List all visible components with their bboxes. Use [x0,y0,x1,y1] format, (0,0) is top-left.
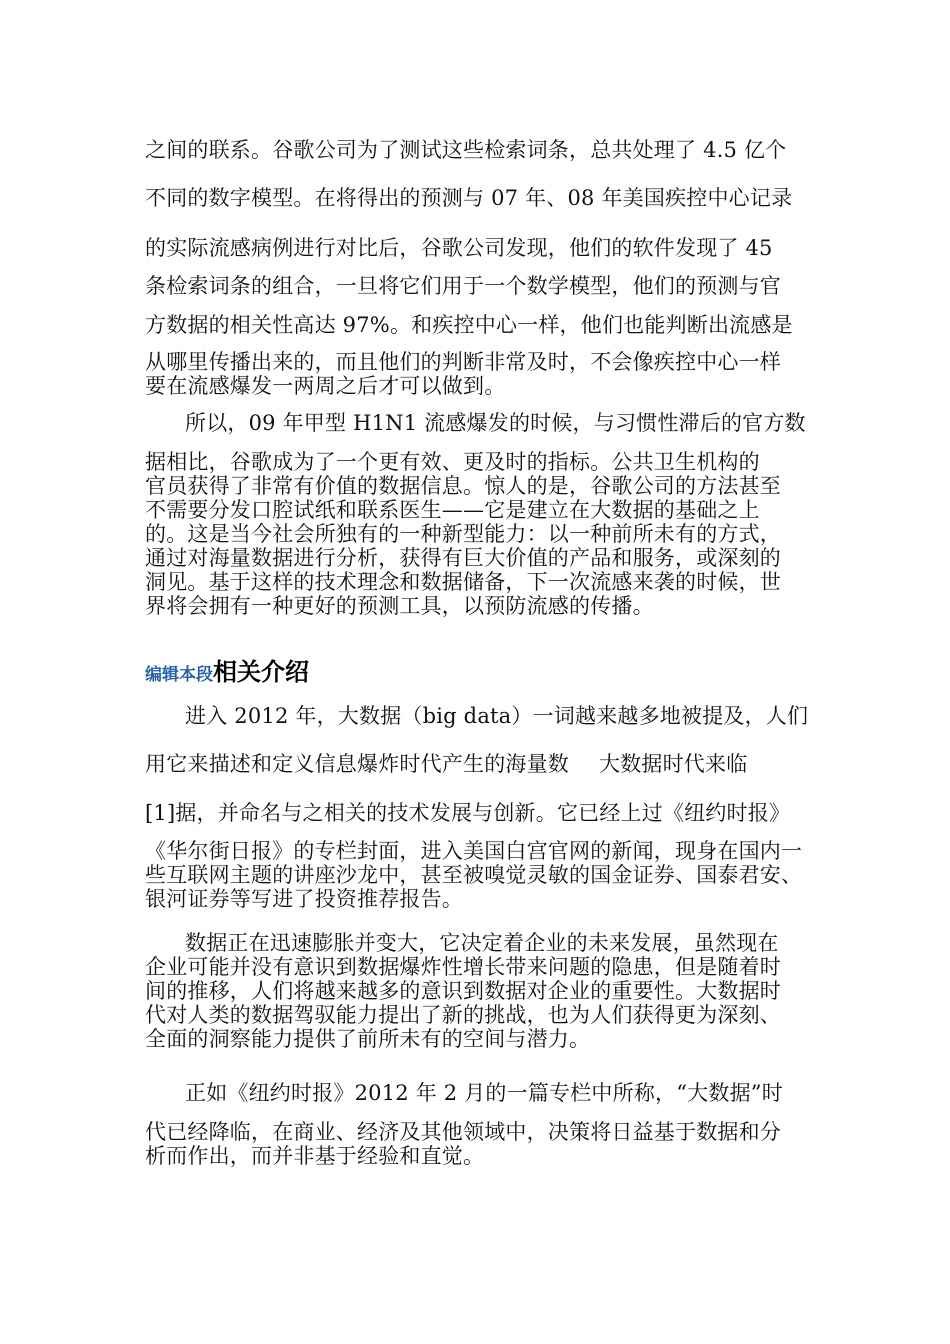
paragraph-5-line-2: 代已经降临，在商业、经济及其他领域中，决策将日益基于数据和分 [145,1120,781,1144]
paragraph-5-line-1: 正如《纽约时报》2012 年 2 月的一篇专栏中所称，“大数据”时 [185,1081,783,1105]
paragraph-2-line-7: 洞见。基于这样的技术理念和数据储备，下一次流感来袭的时候，世 [145,570,781,594]
paragraph-1-line-6: 从哪里传播出来的，而且他们的判断非常及时，不会像疾控中心一样 [145,350,781,374]
paragraph-3-line-5: 些互联网主题的讲座沙龙中，甚至被嗅觉灵敏的国金证券、国泰君安、 [145,863,803,887]
paragraph-1-line-2: 不同的数字模型。在将得出的预测与 07 年、08 年美国疾控中心记录 [145,186,793,210]
paragraph-3-line-2-text: 用它来描述和定义信息爆炸时代产生的海量数 [145,752,569,776]
paragraph-2-line-2: 据相比，谷歌成为了一个更有效、更及时的指标。公共卫生机构的 [145,450,760,474]
paragraph-1-line-5: 方数据的相关性高达 97%。和疾控中心一样，他们也能判断出流感是 [145,313,793,337]
paragraph-1-line-4: 条检索词条的组合，一旦将它们用于一个数学模型，他们的预测与官 [145,274,781,298]
paragraph-2-line-8: 界将会拥有一种更好的预测工具，以预防流感的传播。 [145,594,654,618]
paragraph-4-line-2: 企业可能并没有意识到数据爆炸性增长带来问题的隐患，但是随着时 [145,955,781,979]
paragraph-4-line-3: 间的推移，人们将越来越多的意识到数据对企业的重要性。大数据时 [145,979,781,1003]
paragraph-1-line-3: 的实际流感病例进行对比后，谷歌公司发现，他们的软件发现了 45 [145,236,773,260]
section-heading [145,652,309,687]
paragraph-3-line-2 [145,751,825,777]
section-title: 相关介绍 [213,658,309,686]
paragraph-4-line-5: 全面的洞察能力提供了前所未有的空间与潜力。 [145,1027,591,1051]
paragraph-1-line-7: 要在流感爆发一两周之后才可以做到。 [145,374,506,398]
paragraph-2-line-3: 官员获得了非常有价值的数据信息。惊人的是，谷歌公司的方法甚至 [145,474,781,498]
edit-section-link[interactable]: 编辑本段 [145,665,213,685]
paragraph-2-line-5: 的。这是当今社会所独有的一种新型能力：以一种前所未有的方式， [145,522,781,546]
paragraph-1-line-1: 之间的联系。谷歌公司为了测试这些检索词条，总共处理了 4.5 亿个 [145,138,787,162]
paragraph-2-line-6: 通过对海量数据进行分析，获得有巨大价值的产品和服务，或深刻的 [145,546,781,570]
paragraph-2-line-1: 所以，09 年甲型 H1N1 流感爆发的时候，与习惯性滞后的官方数 [185,411,806,435]
paragraph-5-line-3: 析而作出，而并非基于经验和直觉。 [145,1144,485,1168]
image-caption: 大数据时代来临 [599,752,748,776]
paragraph-3-line-3: [1]据，并命名与之相关的技术发展与创新。它已经上过《纽约时报》 [145,801,791,825]
paragraph-3-line-1: 进入 2012 年，大数据（big data）一词越来越多地被提及，人们 [185,704,809,728]
paragraph-2-line-4: 不需要分发口腔试纸和联系医生——它是建立在大数据的基础之上 [145,498,760,522]
paragraph-3-line-6: 银河证券等写进了投资推荐报告。 [145,887,463,911]
paragraph-4-line-4: 代对人类的数据驾驭能力提出了新的挑战，也为人们获得更为深刻、 [145,1003,781,1027]
paragraph-4-line-1: 数据正在迅速膨胀并变大，它决定着企业的未来发展，虽然现在 [185,931,779,955]
paragraph-3-line-4: 《华尔街日报》的专栏封面，进入美国白宫官网的新闻，现身在国内一 [145,839,803,863]
